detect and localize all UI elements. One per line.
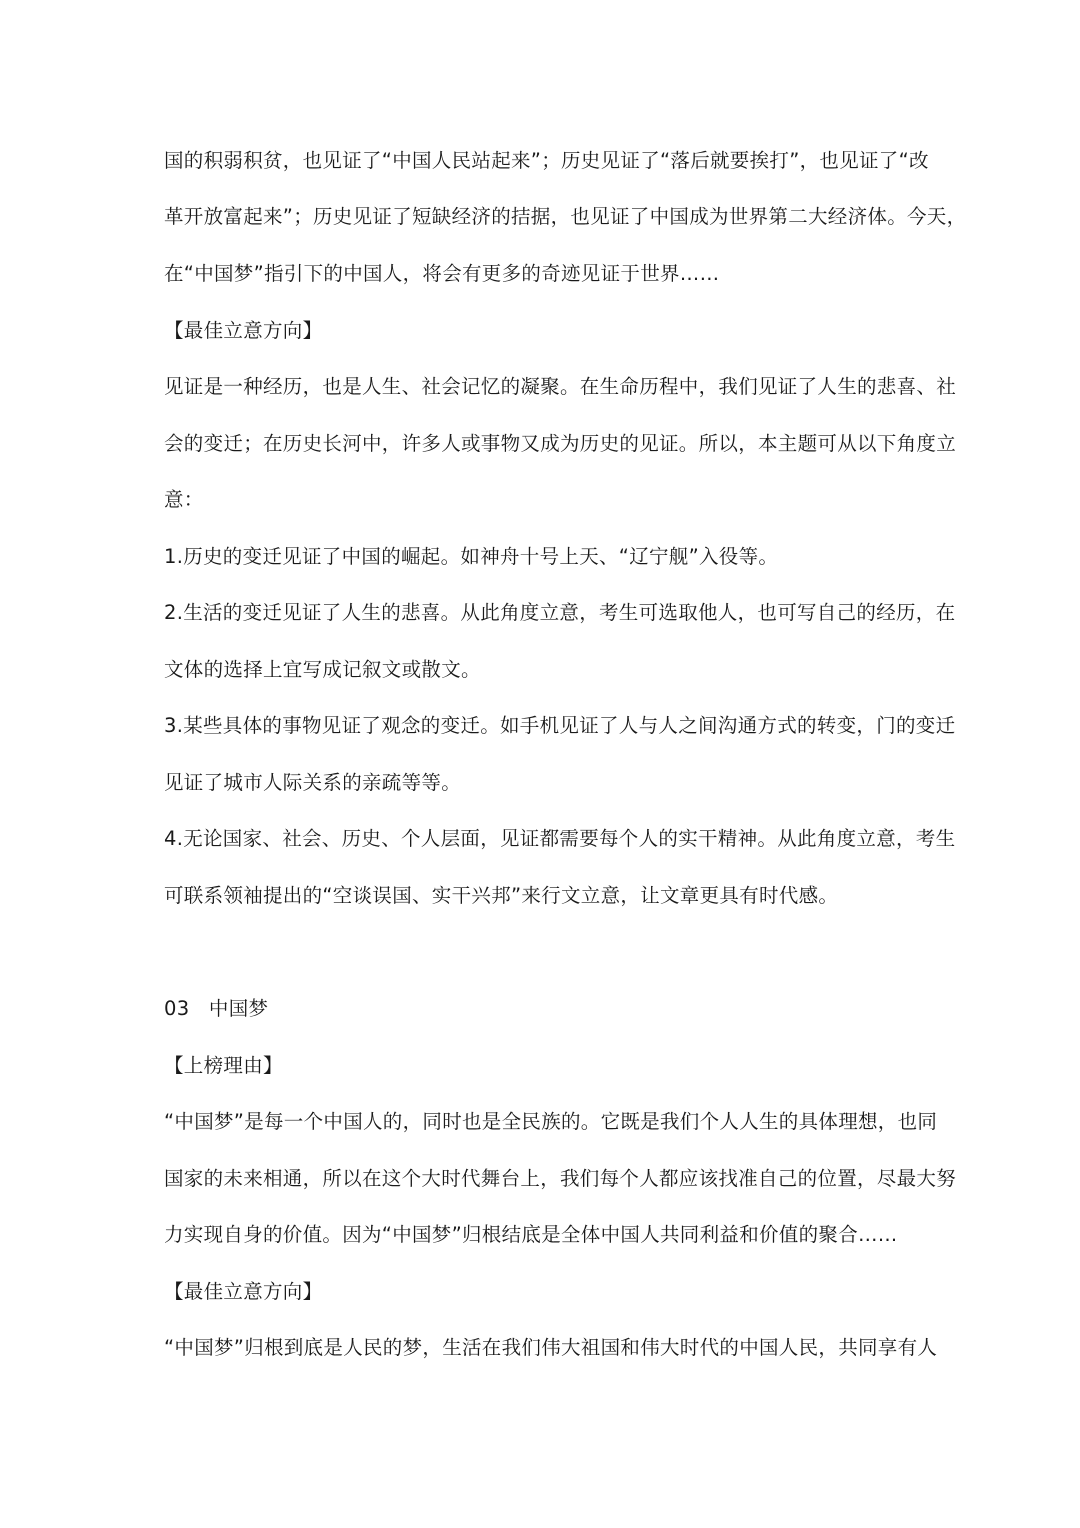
- paragraph-line: 见证是一种经历，也是人生、社会记忆的凝聚。在生命历程中，我们见证了人生的悲喜、社: [164, 375, 957, 398]
- paragraph-line: 见证了城市人际关系的亲疏等等。: [164, 771, 462, 794]
- list-item: 3.某些具体的事物见证了观念的变迁。如手机见证了人与人之间沟通方式的转变，门的变迁: [164, 714, 956, 737]
- section-heading: 【最佳立意方向】: [164, 1280, 323, 1303]
- paragraph-line: 革开放富起来”；历史见证了短缺经济的拮据，也见证了中国成为世界第二大经济体。今天，: [164, 205, 967, 228]
- paragraph-line: 可联系领袖提出的“空谈误国、实干兴邦”来行文立意，让文章更具有时代感。: [164, 884, 839, 907]
- paragraph-line: “中国梦”是每一个中国人的，同时也是全民族的。它既是我们个人人生的具体理想，也同: [164, 1110, 938, 1133]
- paragraph-line: 会的变迁；在历史长河中，许多人或事物又成为历史的见证。所以，本主题可从以下角度立: [164, 432, 957, 455]
- list-item: 1.历史的变迁见证了中国的崛起。如神舟十号上天、“辽宁舰”入役等。: [164, 545, 779, 568]
- paragraph-line: 意：: [164, 488, 204, 511]
- section-heading: 【上榜理由】: [164, 1054, 283, 1077]
- paragraph-line: 国家的未来相通，所以在这个大时代舞台上，我们每个人都应该找准自己的位置，尽最大努: [164, 1167, 957, 1190]
- section-heading: 【最佳立意方向】: [164, 319, 323, 342]
- paragraph-line: 在“中国梦”指引下的中国人，将会有更多的奇迹见证于世界……: [164, 262, 720, 285]
- list-item: 2.生活的变迁见证了人生的悲喜。从此角度立意，考生可选取他人，也可写自己的经历，在: [164, 601, 956, 624]
- section-title: 03 中国梦: [164, 997, 269, 1020]
- list-item: 4.无论国家、社会、历史、个人层面，见证都需要每个人的实干精神。从此角度立意，考生: [164, 827, 956, 850]
- paragraph-line: 文体的选择上宜写成记叙文或散文。: [164, 658, 481, 681]
- paragraph-line: 国的积弱积贫，也见证了“中国人民站起来”；历史见证了“落后就要挨打”，也见证了“改: [164, 149, 929, 172]
- paragraph-line: 力实现自身的价值。因为“中国梦”归根结底是全体中国人共同利益和价值的聚合……: [164, 1223, 898, 1246]
- paragraph-line: “中国梦”归根到底是人民的梦，生活在我们伟大祖国和伟大时代的中国人民，共同享有人: [164, 1336, 938, 1359]
